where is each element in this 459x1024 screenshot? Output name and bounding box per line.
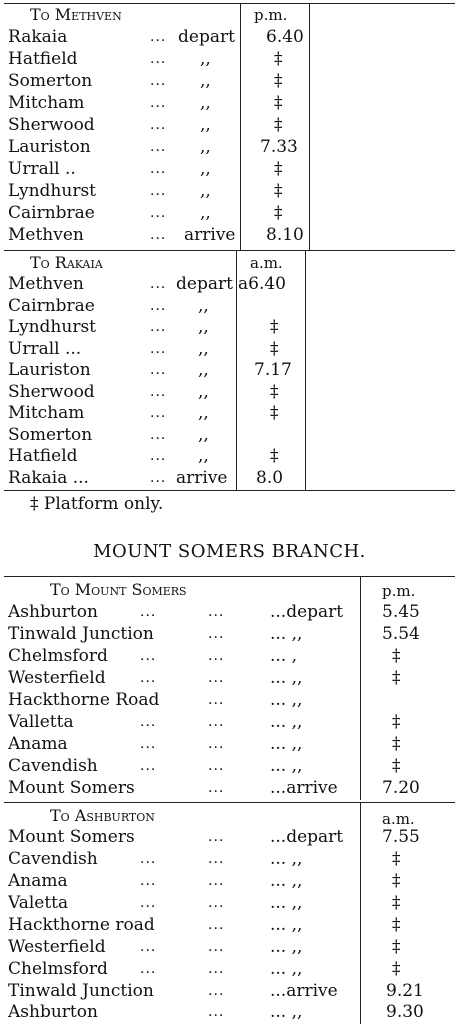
time-cell: ‡ <box>270 317 279 337</box>
row-marker: ,, <box>200 137 211 157</box>
section-rule <box>4 576 455 577</box>
leader-dots: ... <box>208 736 225 752</box>
leader-dots: ... <box>140 670 157 686</box>
row-marker: ... ,, <box>270 690 303 710</box>
time-cell: ‡ <box>392 646 401 666</box>
table-row <box>8 273 448 295</box>
time-cell: 6.40 <box>266 27 304 47</box>
leader-dots: ... <box>150 362 167 378</box>
leader-dots: ... <box>208 939 225 955</box>
time-cell: ‡ <box>392 712 401 732</box>
station-name: Lauriston <box>8 360 91 380</box>
station-name: Mount Somers <box>8 778 135 798</box>
time-cell: ‡ <box>392 871 401 891</box>
mount-somers-unit: p.m. <box>382 582 416 600</box>
leader-dots: ... <box>140 736 157 752</box>
table-row <box>8 92 448 114</box>
leader-dots: ... <box>208 917 225 933</box>
table-row <box>8 224 448 246</box>
section-rule <box>4 250 455 251</box>
row-marker: ...depart <box>270 602 344 622</box>
rakaia-unit: a.m. <box>250 254 283 272</box>
table-row <box>8 980 448 1002</box>
row-marker: ,, <box>200 115 211 135</box>
time-cell: ‡ <box>270 338 279 359</box>
station-name: Valetta <box>8 893 69 913</box>
row-marker: ... ,, <box>270 1002 303 1022</box>
station-name: Cavendish <box>8 849 98 869</box>
station-name: Methven <box>8 274 84 294</box>
leader-dots: ... <box>208 714 225 730</box>
table-row <box>8 338 448 360</box>
time-cell: ‡ <box>270 403 279 423</box>
row-marker: ... ,, <box>270 734 303 754</box>
row-marker: ... ,, <box>270 712 303 732</box>
table-row <box>8 1001 448 1023</box>
time-cell: ‡ <box>274 49 283 69</box>
table-row <box>8 870 448 892</box>
station-name: Hackthorne road <box>8 915 155 935</box>
station-name: Ashburton <box>8 602 98 622</box>
leader-dots: ... <box>208 829 225 845</box>
leader-dots: ... <box>140 758 157 774</box>
row-marker: ,, <box>198 446 209 466</box>
table-row <box>8 202 448 224</box>
station-name: Hatfield <box>8 49 78 69</box>
leader-dots: ... <box>208 780 225 796</box>
station-name: Anama <box>8 871 68 891</box>
table-row <box>8 958 448 980</box>
row-marker: arrive <box>176 467 228 488</box>
station-name: Urrall .. <box>8 159 76 179</box>
section-rule <box>4 490 455 491</box>
station-name: Methven <box>8 225 84 245</box>
time-cell: ‡ <box>274 93 283 113</box>
table-row <box>8 892 448 914</box>
station-name: Urrall ... <box>8 338 82 359</box>
table-row <box>8 48 448 70</box>
row-marker: ,, <box>198 338 209 359</box>
station-name: Cavendish <box>8 756 98 776</box>
station-name: Lyndhurst <box>8 181 97 201</box>
leader-dots: ... <box>208 670 225 686</box>
station-name: Hackthorne Road <box>8 690 160 710</box>
row-marker: ,, <box>198 381 209 402</box>
row-marker: ...arrive <box>270 778 338 798</box>
table-row <box>8 848 448 870</box>
leader-dots: ... <box>208 626 225 642</box>
time-cell: ‡ <box>392 893 401 913</box>
leader-dots: ... <box>150 51 167 67</box>
station-name: Rakaia <box>8 27 68 47</box>
ashburton-unit: a.m. <box>382 810 415 828</box>
row-marker: depart <box>178 27 235 47</box>
methven-unit: p.m. <box>254 6 288 24</box>
ashburton-heading: To Ashburton <box>50 806 155 825</box>
top-rule <box>4 3 455 4</box>
leader-dots: ... <box>150 297 167 314</box>
section-rule <box>4 802 455 803</box>
time-cell: 5.54 <box>382 624 420 644</box>
row-marker: ,, <box>200 71 211 91</box>
station-name: Ashburton <box>8 1002 98 1022</box>
station-name: Hatfield <box>8 446 78 466</box>
mount-somers-heading: To Mount Somers <box>50 580 187 599</box>
platform-note: ‡ Platform only. <box>30 494 164 514</box>
leader-dots: ... <box>208 983 225 999</box>
row-marker: ,, <box>198 317 209 337</box>
table-row <box>8 777 448 799</box>
leader-dots: ... <box>150 183 167 199</box>
time-cell: 7.20 <box>382 778 420 798</box>
station-name: Westerfield <box>8 668 106 688</box>
table-row <box>8 70 448 92</box>
time-cell: ‡ <box>274 115 283 135</box>
leader-dots: ... <box>208 648 225 664</box>
time-cell: ‡ <box>270 446 279 466</box>
table-row <box>8 826 448 848</box>
table-row <box>8 645 448 667</box>
leader-dots: ... <box>150 276 167 292</box>
row-marker: ... ,, <box>270 849 303 869</box>
time-cell: ‡ <box>270 381 279 402</box>
row-marker: ,, <box>200 159 211 179</box>
leader-dots: ... <box>140 604 157 620</box>
row-marker: ,, <box>200 93 211 113</box>
row-marker: ... ,, <box>270 668 303 688</box>
leader-dots: ... <box>150 73 167 89</box>
row-marker: ... ,, <box>270 756 303 776</box>
station-name: Westerfield <box>8 937 106 957</box>
station-name: Tinwald Junction <box>8 981 154 1001</box>
table-row <box>8 114 448 136</box>
station-name: Anama <box>8 734 68 754</box>
leader-dots: ... <box>140 961 157 977</box>
row-marker: ,, <box>200 49 211 69</box>
table-row <box>8 936 448 958</box>
table-row <box>8 755 448 777</box>
time-cell: ‡ <box>392 959 401 979</box>
station-name: Lauriston <box>8 137 91 157</box>
leader-dots: ... <box>208 961 225 977</box>
leader-dots: ... <box>208 851 225 867</box>
table-row <box>8 424 448 446</box>
row-marker: ... ,, <box>270 624 303 644</box>
row-marker: ... ,, <box>270 959 303 979</box>
leader-dots: ... <box>208 1004 225 1020</box>
time-cell: 8.10 <box>266 225 304 245</box>
leader-dots: ... <box>150 469 167 486</box>
time-cell: ‡ <box>274 71 283 91</box>
time-cell: 7.55 <box>382 827 420 847</box>
station-name: Valletta <box>8 712 74 732</box>
table-row <box>8 733 448 755</box>
table-row <box>8 689 448 711</box>
table-row <box>8 667 448 689</box>
leader-dots: ... <box>140 873 157 889</box>
row-marker: depart <box>176 274 233 294</box>
station-name: Chelmsford <box>8 959 108 979</box>
row-marker: ... ,, <box>270 915 303 935</box>
leader-dots: ... <box>150 117 167 133</box>
time-cell: a6.40 <box>238 274 286 294</box>
leader-dots: ... <box>208 873 225 889</box>
table-row <box>8 381 448 403</box>
leader-dots: ... <box>150 426 167 443</box>
time-cell: ‡ <box>392 734 401 754</box>
leader-dots: ... <box>150 29 167 45</box>
time-cell: ‡ <box>392 937 401 957</box>
table-row <box>8 402 448 424</box>
table-row <box>8 467 448 489</box>
time-cell: ‡ <box>392 668 401 688</box>
leader-dots: ... <box>150 139 167 155</box>
station-name: Tinwald Junction <box>8 624 154 644</box>
table-row <box>8 601 448 623</box>
leader-dots: ... <box>140 895 157 911</box>
leader-dots: ... <box>150 161 167 177</box>
row-marker: ... , <box>270 646 298 666</box>
station-name: Lyndhurst <box>8 317 97 337</box>
time-cell: 9.30 <box>386 1002 424 1022</box>
station-name: Mount Somers <box>8 827 135 847</box>
leader-dots: ... <box>208 692 225 708</box>
leader-dots: ... <box>140 939 157 955</box>
time-cell: 7.17 <box>254 360 292 380</box>
station-name: Cairnbrae <box>8 203 95 223</box>
time-cell: ‡ <box>274 203 283 223</box>
leader-dots: ... <box>150 405 167 421</box>
leader-dots: ... <box>208 758 225 774</box>
station-name: Somerton <box>8 71 93 91</box>
row-marker: ... ,, <box>270 871 303 891</box>
row-marker: ,, <box>200 181 211 201</box>
time-cell: 5.45 <box>382 602 420 622</box>
time-cell: 8.0 <box>256 467 284 488</box>
time-cell: ‡ <box>392 915 401 935</box>
time-cell: ‡ <box>274 181 283 201</box>
table-row <box>8 711 448 733</box>
station-name: Cairnbrae <box>8 295 95 316</box>
leader-dots: ... <box>140 648 157 664</box>
leader-dots: ... <box>140 714 157 730</box>
station-name: Mitcham <box>8 403 85 423</box>
table-row <box>8 158 448 180</box>
table-row <box>8 26 448 48</box>
table-row <box>8 359 448 381</box>
row-marker: arrive <box>184 225 236 245</box>
leader-dots: ... <box>140 851 157 867</box>
leader-dots: ... <box>208 895 225 911</box>
row-marker: ,, <box>198 424 209 445</box>
time-cell: ‡ <box>392 849 401 869</box>
table-row <box>8 316 448 338</box>
row-marker: ,, <box>198 295 209 316</box>
station-name: Somerton <box>8 424 93 445</box>
rakaia-heading: To Rakaia <box>30 253 103 272</box>
methven-heading: To Methven <box>30 5 122 24</box>
leader-dots: ... <box>150 95 167 111</box>
time-cell: 9.21 <box>386 981 424 1001</box>
table-row <box>8 914 448 936</box>
leader-dots: ... <box>150 383 167 400</box>
station-name: Sherwood <box>8 115 95 135</box>
row-marker: ... ,, <box>270 893 303 913</box>
leader-dots: ... <box>150 340 167 357</box>
leader-dots: ... <box>208 604 225 620</box>
station-name: Mitcham <box>8 93 85 113</box>
row-marker: ... ,, <box>270 937 303 957</box>
station-name: Chelmsford <box>8 646 108 666</box>
section-title: MOUNT SOMERS BRANCH. <box>93 541 366 562</box>
row-marker: ...depart <box>270 827 344 847</box>
table-row <box>8 180 448 202</box>
table-row <box>8 295 448 317</box>
row-marker: ,, <box>200 203 211 223</box>
leader-dots: ... <box>150 227 167 243</box>
table-row <box>8 623 448 645</box>
row-marker: ,, <box>198 360 209 380</box>
station-name: Rakaia ... <box>8 467 89 488</box>
leader-dots: ... <box>150 319 167 335</box>
time-cell: 7.33 <box>260 137 298 157</box>
time-cell: ‡ <box>392 756 401 776</box>
station-name: Sherwood <box>8 381 95 402</box>
table-row <box>8 136 448 158</box>
leader-dots: ... <box>150 448 167 464</box>
table-row <box>8 445 448 467</box>
leader-dots: ... <box>150 205 167 221</box>
time-cell: ‡ <box>274 159 283 179</box>
row-marker: ...arrive <box>270 981 338 1001</box>
row-marker: ,, <box>198 403 209 423</box>
